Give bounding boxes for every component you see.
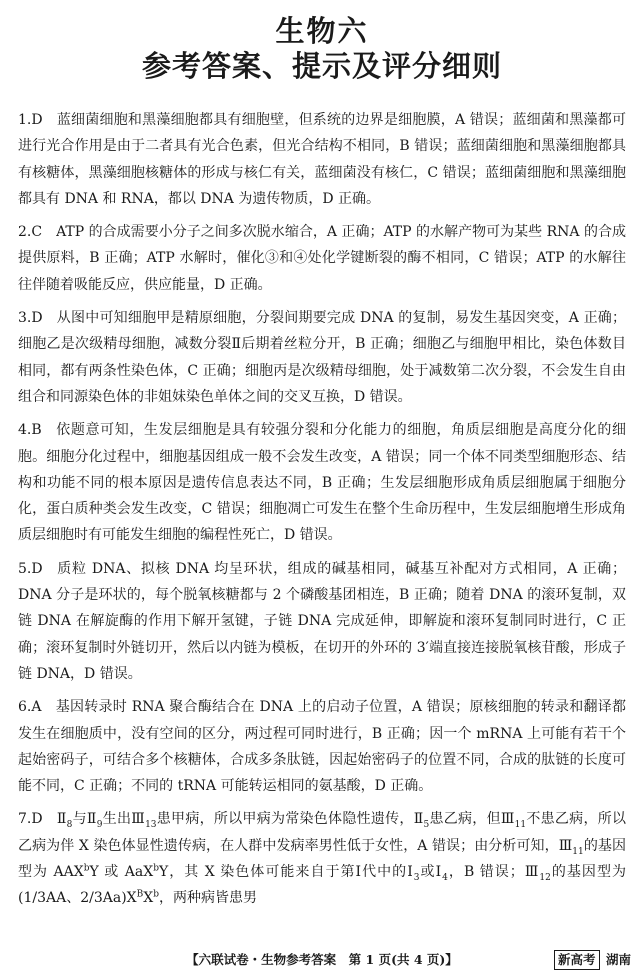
answer-item-4 [18,417,626,548]
answer-number: 5.D [18,560,43,577]
answer-item-2 [18,219,626,298]
answer-item-5 [18,556,626,687]
answer-item-1 [18,107,626,212]
answer-text: 从图中可知细胞甲是精原细胞，分裂间期要完成 DNA 的复制，易发生基因突变，A 正确；细胞乙是次级精母细胞，减数分裂Ⅱ后期着丝粒分开，B 正确；细胞乙与细胞甲相比，染色体数目相同，都有两条性染色体，C 正确；细胞丙是次级精母细胞，处于减数第二次分裂，不会发生自由组合和同源染色体的非姐妹染色单体之间的交叉互换，D 错误。 [18,310,626,405]
answer-item-7 [18,806,626,911]
answer-text: $Ⅱ_8$与$Ⅱ_9$生出$Ⅲ_{13}$患甲病，所以甲病为常染色体隐性遗传，$Ⅱ_5$患乙病，但$Ⅲ_{11}$不患乙病，所以乙病为伴 X 染色体显性遗传病，在人群中发病率男性低于女性，A 错误；由分析可知，$Ⅲ_{11}$的基因型为 AAX$^b$Y 或 AaX$^b$Y，其 X 染色体可能来自于第Ⅰ代中的$Ⅰ_3$或$Ⅰ_4$，B 错误；$Ⅲ_{12}$的基因型为(1/3AA、$2/3Aa)X^BX^b$，两种病皆患男 [18,811,627,907]
answer-item-3 [18,305,626,410]
answer-number: 4.B [18,422,42,439]
page-footer [0,949,644,971]
answer-text: 依题意可知，生发层细胞是具有较强分裂和分化能力的细胞，角质层细胞是高度分化的细胞。细胞分化过程中，细胞基因组成一般不会发生改变，A 错误；同一个体不同类型细胞形态、结构和功能不同的根本原因是遗传信息表达不同，B 正确；生发层细胞形成角质层细胞属于细胞分化，蛋白质种类会发生改变，C 错误；细胞凋亡可发生在整个生命历程中，生发层细胞增生形成角质层细胞时有可能发生细胞的编程性死亡，D 错误。 [18,422,626,544]
answer-text: ATP 的合成需要小分子之间多次脱水缩合，A 正确；ATP 的水解产物可为某些 RNA 的合成提供原料，B 正确；ATP 水解时，催化③和④处化学键断裂的酶不相同，C 错误；ATP 的水解往往伴随着吸能反应，供应能量，D 正确。 [18,224,626,293]
answer-text: 基因转录时 RNA 聚合酶结合在 DNA 上的启动子位置，A 错误；原核细胞的转录和翻译都发生在细胞质中，没有空间的区分，两过程可同时进行，B 正确；因一个 mRNA 上可能有若干个起始密码子，可结合多个核糖体，合成多条肽链，因起始密码子的位置不同，合成的肽链的长度可能不同，C 正确；不同的 tRNA 可能转运相同的氨基酸，D 正确。 [18,699,626,795]
answer-number: 6.A [18,699,42,716]
answer-text: 质粒 DNA、拟核 DNA 均呈环状，组成的碱基相同，碱基互补配对方式相同，A 正确；DNA 分子是环状的，每个脱氧核糖都与 2 个磷酸基团相连，B 正确；随着 DNA 的滚环复制，双链 DNA 在解旋酶的作用下解开氢键，子链 DNA 完成延伸，即解旋和滚环复制同时进行，C 正确；滚环复制时外链切开，然后以内链为模板，在切开的外环的 3′端直接连接脱氧核苷酸，形成子链 DNA，D 错误。 [18,560,626,682]
answer-number: 7.D [18,811,43,828]
answer-item-6 [18,694,626,799]
answer-list [18,107,626,919]
footer-page-info: 【六联试卷・生物参考答案 第 1 页(共 4 页)】 [186,952,458,967]
answer-number: 2.C [18,224,43,241]
page-subtitle: 参考答案、提示及评分细则 [141,49,502,83]
answer-number: 1.D [18,112,43,128]
page-header [0,14,644,84]
footer-region: 湖南 [606,952,632,967]
answer-text: 蓝细菌细胞和黑藻细胞都具有细胞壁，但系统的边界是细胞膜，A 错误；蓝细菌和黑藻都可进行光合作用是由于二者具有光合色素，但光合结构不相同，B 错误；蓝细菌细胞和黑藻细胞都具有核糖体，黑藻细胞核糖体的形成与核仁有关，蓝细菌没有核仁，C 错误；蓝细菌细胞和黑藻细胞都具有 DNA 和 RNA，都以 DNA 为遗传物质，D 正确。 [18,112,626,207]
answer-number: 3.D [18,310,43,327]
footer-stamp: 新高考 [554,950,600,970]
page-title: 生物六 [275,14,369,48]
